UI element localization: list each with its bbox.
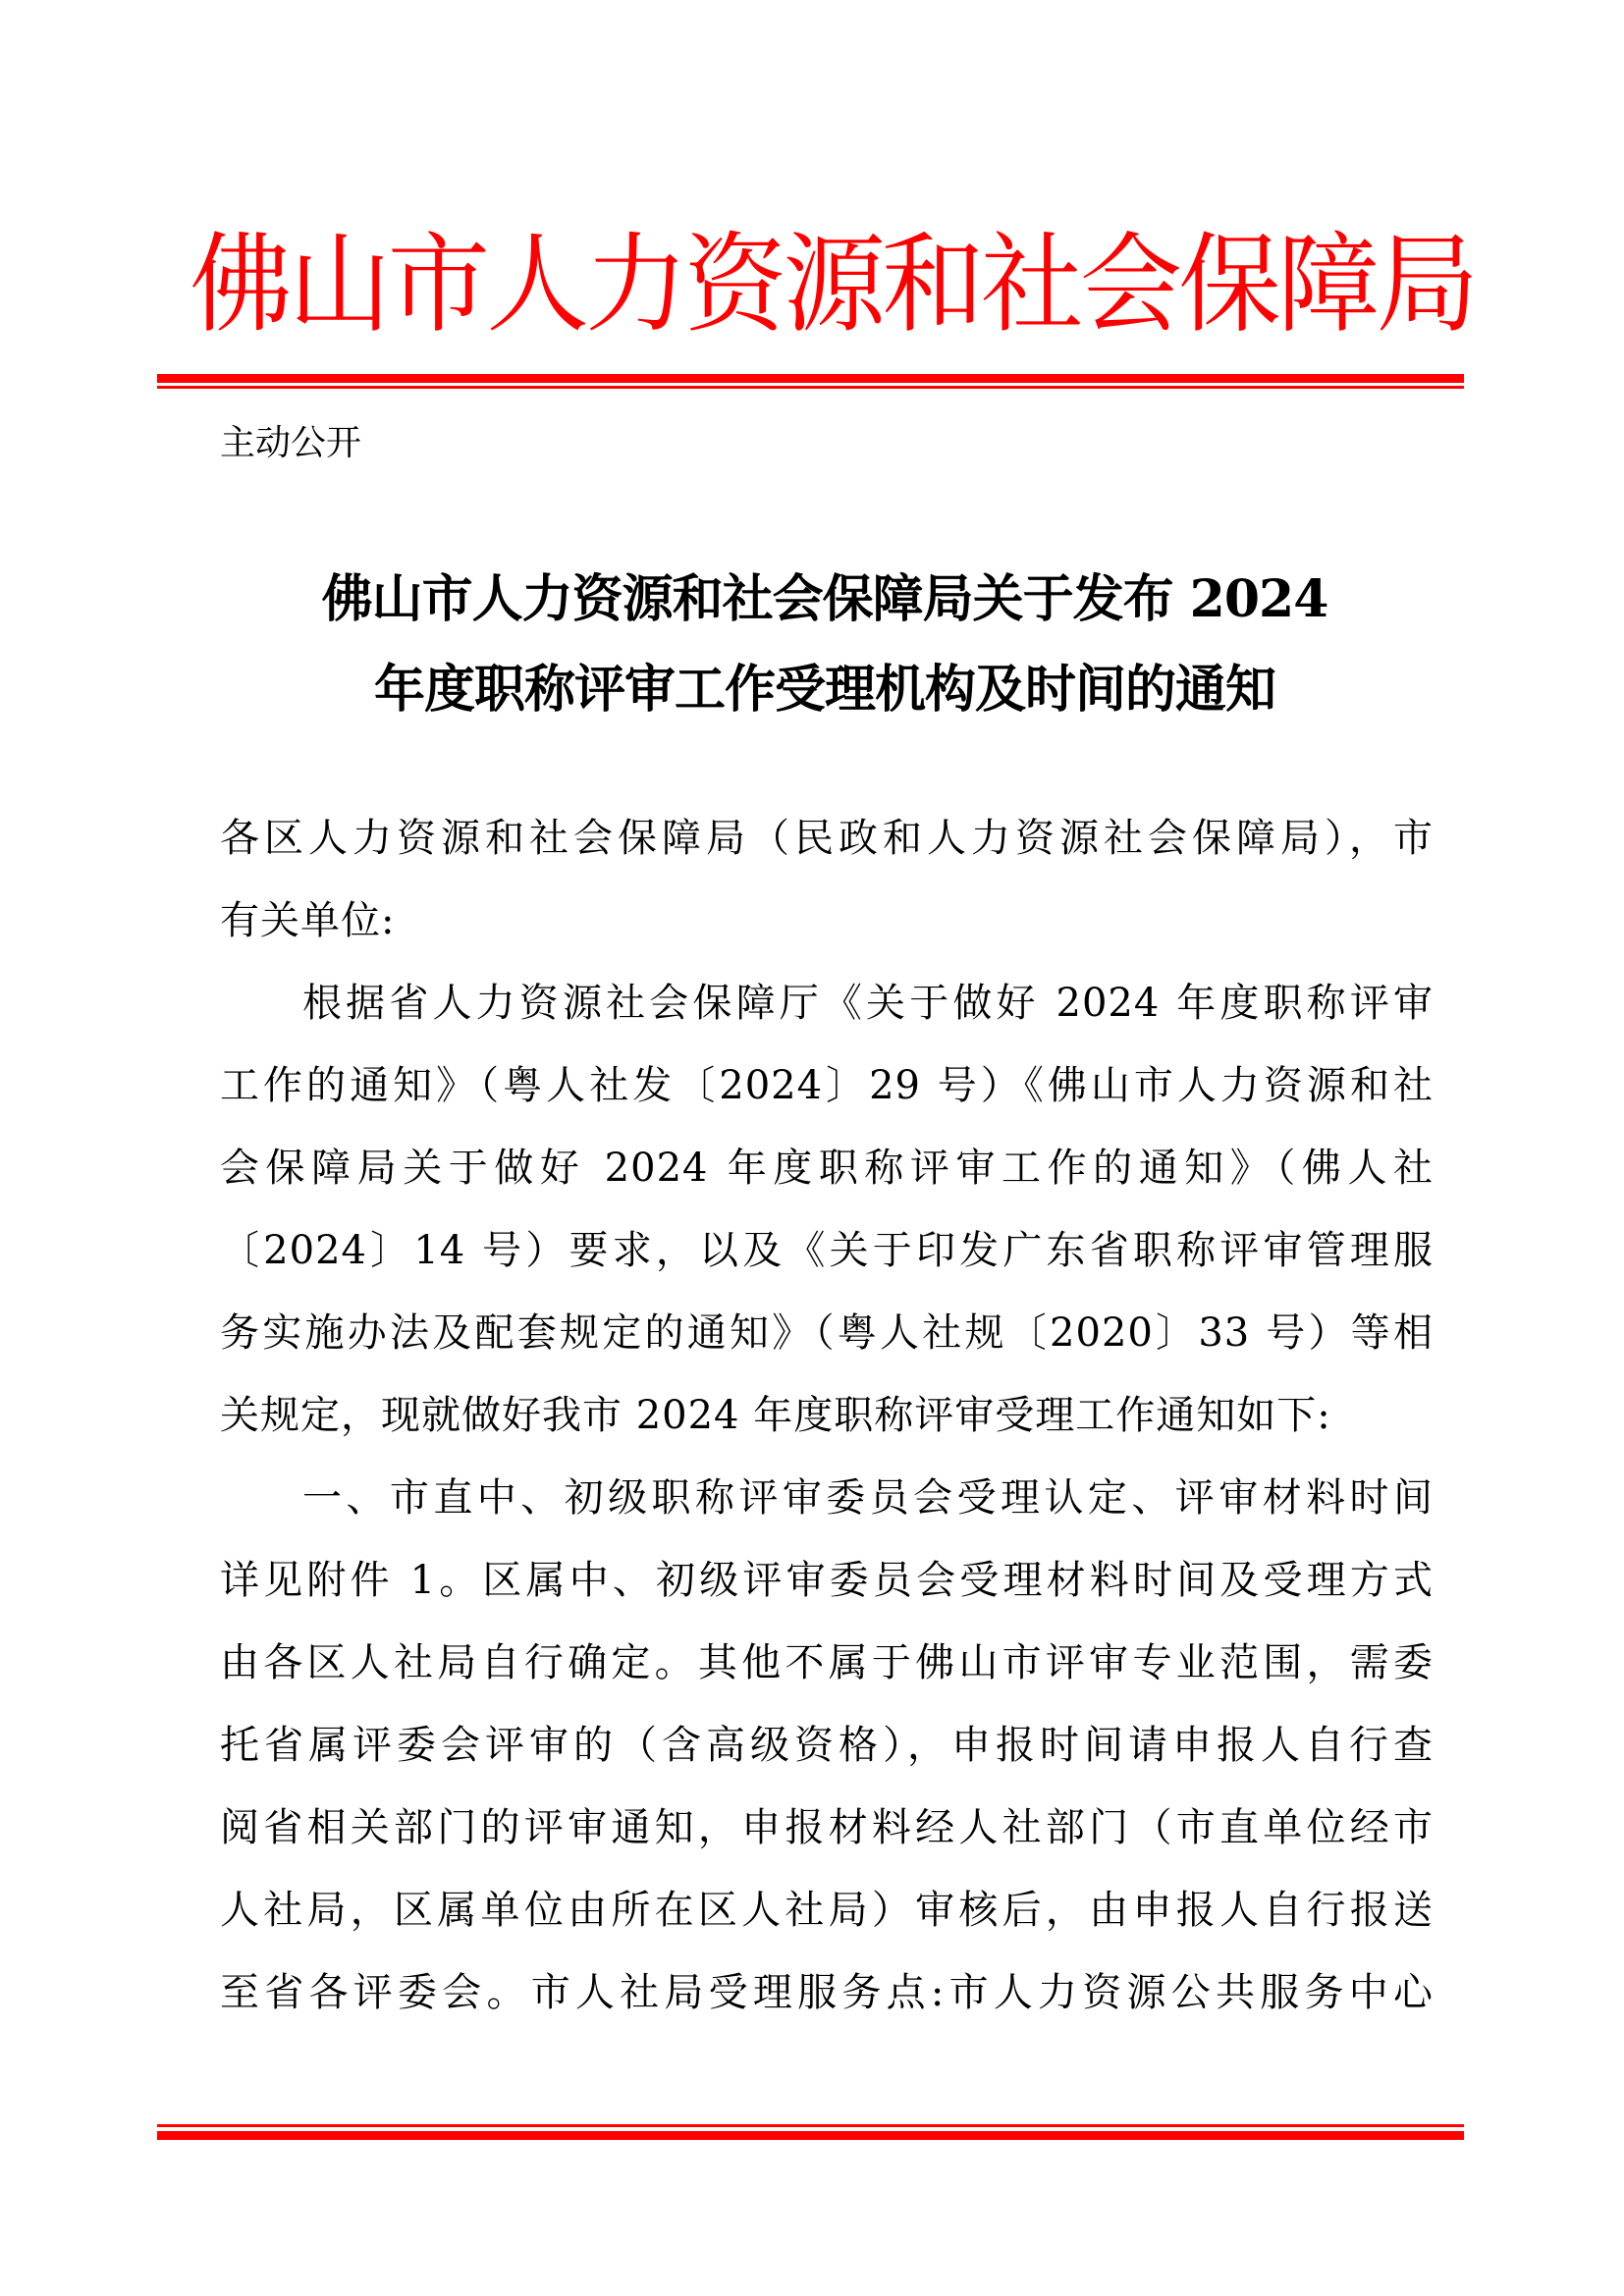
document-title bbox=[216, 555, 1434, 735]
body-line-salutation: 各区人力资源和社会保障局（民政和人力资源社会保障局），市 bbox=[220, 816, 1434, 861]
document-body bbox=[220, 797, 1434, 2034]
body-line: 〔2024〕14 号）要求，以及《关于印发广东省职称评审管理服 bbox=[220, 1228, 1434, 1273]
body-line: 由各区人社局自行确定。其他不属于佛山市评审专业范围，需委 bbox=[220, 1640, 1434, 1685]
body-line: 关规定，现就做好我市 2024 年度职称评审受理工作通知如下: bbox=[220, 1393, 1331, 1438]
masthead-issuer: 佛山市人力资源和社会保障局 bbox=[189, 222, 1476, 347]
title-line-2: 年度职称评审工作受理机构及时间的通知 bbox=[373, 660, 1275, 720]
body-line: 至省各评委会。市人社局受理服务点:市人力资源公共服务中心 bbox=[220, 1970, 1434, 2015]
body-line: 务实施办法及配套规定的通知》（粤人社规〔2020〕33 号）等相 bbox=[220, 1310, 1434, 1356]
rule-thin-line bbox=[157, 2124, 1464, 2127]
rule-thin-line bbox=[157, 386, 1464, 389]
rule-thick-line bbox=[157, 374, 1464, 383]
body-line: 人社局，区属单位由所在区人社局）审核后，由申报人自行报送 bbox=[220, 1888, 1434, 1933]
body-line: 工作的通知》（粤人社发〔2024〕29 号）《佛山市人力资源和社 bbox=[220, 1063, 1434, 1108]
body-line-section-1: 一、市直中、初级职称评审委员会受理认定、评审材料时间 bbox=[302, 1475, 1434, 1521]
masthead-red-rule bbox=[157, 374, 1464, 392]
body-line: 托省属评委会评审的（含高级资格），申报时间请申报人自行查 bbox=[220, 1723, 1434, 1768]
body-line-salutation-end: 有关单位: bbox=[220, 898, 396, 943]
rule-thick-line bbox=[157, 2131, 1464, 2140]
title-line-1: 佛山市人力资源和社会保障局关于发布 2024 bbox=[321, 569, 1328, 629]
body-line: 根据省人力资源社会保障厅《关于做好 2024 年度职称评审 bbox=[302, 981, 1434, 1026]
body-line: 阅省相关部门的评审通知，申报材料经人社部门（市直单位经市 bbox=[220, 1805, 1434, 1850]
body-line: 详见附件 1。区属中、初级评审委员会受理材料时间及受理方式 bbox=[220, 1558, 1434, 1603]
footer-red-rule bbox=[157, 2124, 1464, 2144]
body-line: 会保障局关于做好 2024 年度职称评审工作的通知》（佛人社 bbox=[220, 1146, 1434, 1191]
disclosure-label: 主动公开 bbox=[220, 423, 362, 463]
